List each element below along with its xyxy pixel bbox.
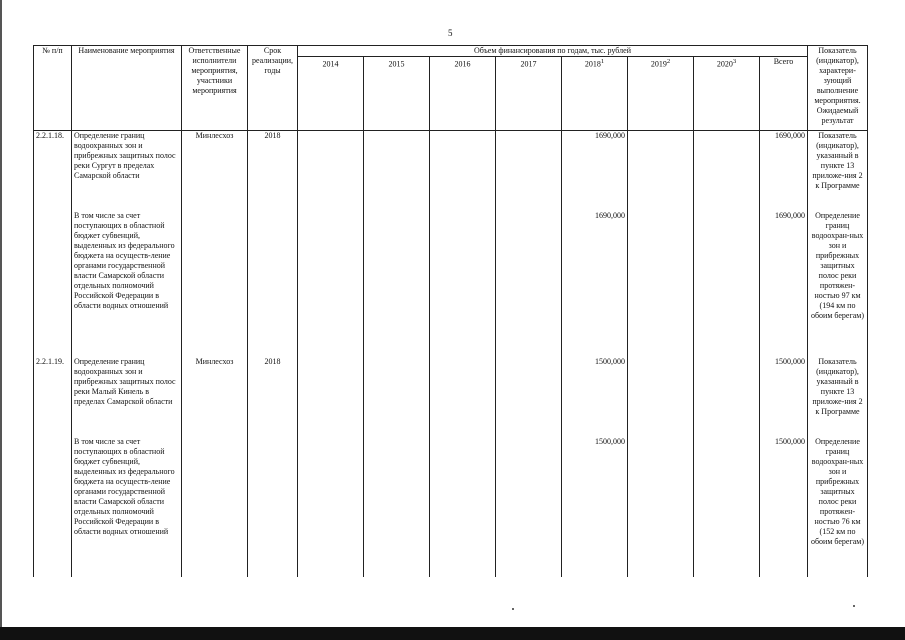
row-responsible: Минлесхоз xyxy=(182,357,248,437)
header-year-2016: 2016 xyxy=(430,57,496,131)
header-indicator: Показатель (индикатор), характери-зующий выполнение мероприятия. Ожидаемый результат xyxy=(808,46,868,131)
row-value-2018: 1500,000 xyxy=(562,437,628,577)
header-year-2020: 2020$^3$ xyxy=(694,57,760,131)
header-total: Всего xyxy=(760,57,808,131)
header-num: № п/п xyxy=(34,46,72,131)
row-term xyxy=(248,211,298,357)
row-total: 1690,000 xyxy=(760,211,808,357)
row-num: 2.2.1.19. xyxy=(34,357,72,437)
financing-table xyxy=(33,45,868,577)
row-value-2018: 1690,000 xyxy=(562,131,628,211)
row-indicator: Определение границ водоохран-ных зон и прибрежных защитных полос реки протяжен-ностью 76 км (152 км по обоим берегам) xyxy=(808,437,868,577)
header-term: Срок реализации, годы xyxy=(248,46,298,131)
scan-bottom-edge xyxy=(0,627,905,640)
row-responsible xyxy=(182,211,248,357)
row-indicator: Определение границ водоохран-ных зон и прибрежных защитных полос реки протяжен-ностью 97 км (194 км по обоим берегам) xyxy=(808,211,868,357)
header-year-2017: 2017 xyxy=(496,57,562,131)
table-row xyxy=(34,357,868,437)
header-year-2014: 2014 xyxy=(298,57,364,131)
row-num xyxy=(34,211,72,357)
row-total: 1500,000 xyxy=(760,437,808,577)
row-name: Определение границ водоохранных зон и прибрежных защитных полос реки Малый Кинель в пределах Самарской области xyxy=(72,357,182,437)
row-num: 2.2.1.18. xyxy=(34,131,72,211)
header-row-1 xyxy=(34,46,868,57)
scan-speck xyxy=(853,605,855,607)
table-row xyxy=(34,131,868,211)
row-term: 2018 xyxy=(248,131,298,211)
row-value-2018: 1500,000 xyxy=(562,357,628,437)
page-number: 5 xyxy=(448,28,453,38)
header-year-2019: 2019$^2$ xyxy=(628,57,694,131)
header-year-2018: 2018$^1$ xyxy=(562,57,628,131)
row-name: В том числе за счет поступающих в областной бюджет субвенций, выделенных из федерального бюджета на осуществ-ление органами государственной власти Самарской области отдельных полномочий Российской Федерации в области водных отношений xyxy=(72,211,182,357)
row-indicator: Показатель (индикатор), указанный в пункте 13 приложе-ния 2 к Программе xyxy=(808,357,868,437)
header-year-2015: 2015 xyxy=(364,57,430,131)
row-indicator: Показатель (индикатор), указанный в пункте 13 приложе-ния 2 к Программе xyxy=(808,131,868,211)
row-total: 1690,000 xyxy=(760,131,808,211)
row-responsible: Минлесхоз xyxy=(182,131,248,211)
row-name: Определение границ водоохранных зон и прибрежных защитных полос реки Сургут в пределах Самарской области xyxy=(72,131,182,211)
table-row xyxy=(34,211,868,357)
row-term: 2018 xyxy=(248,357,298,437)
row-value-2018: 1690,000 xyxy=(562,211,628,357)
header-name: Наименование мероприятия xyxy=(72,46,182,131)
scan-left-edge xyxy=(0,0,2,640)
header-funding: Объем финансирования по годам, тыс. рублей xyxy=(298,46,808,57)
row-name: В том числе за счет поступающих в областной бюджет субвенций, выделенных из федерального бюджета на осуществ-ление органами государственной власти Самарской области отдельных полномочий Российской Федерации в области водных отношений xyxy=(72,437,182,577)
header-responsible: Ответственные исполнители мероприятия, участники мероприятия xyxy=(182,46,248,131)
table-row xyxy=(34,437,868,577)
row-responsible xyxy=(182,437,248,577)
row-term xyxy=(248,437,298,577)
scan-speck xyxy=(512,608,514,610)
row-total: 1500,000 xyxy=(760,357,808,437)
row-num xyxy=(34,437,72,577)
